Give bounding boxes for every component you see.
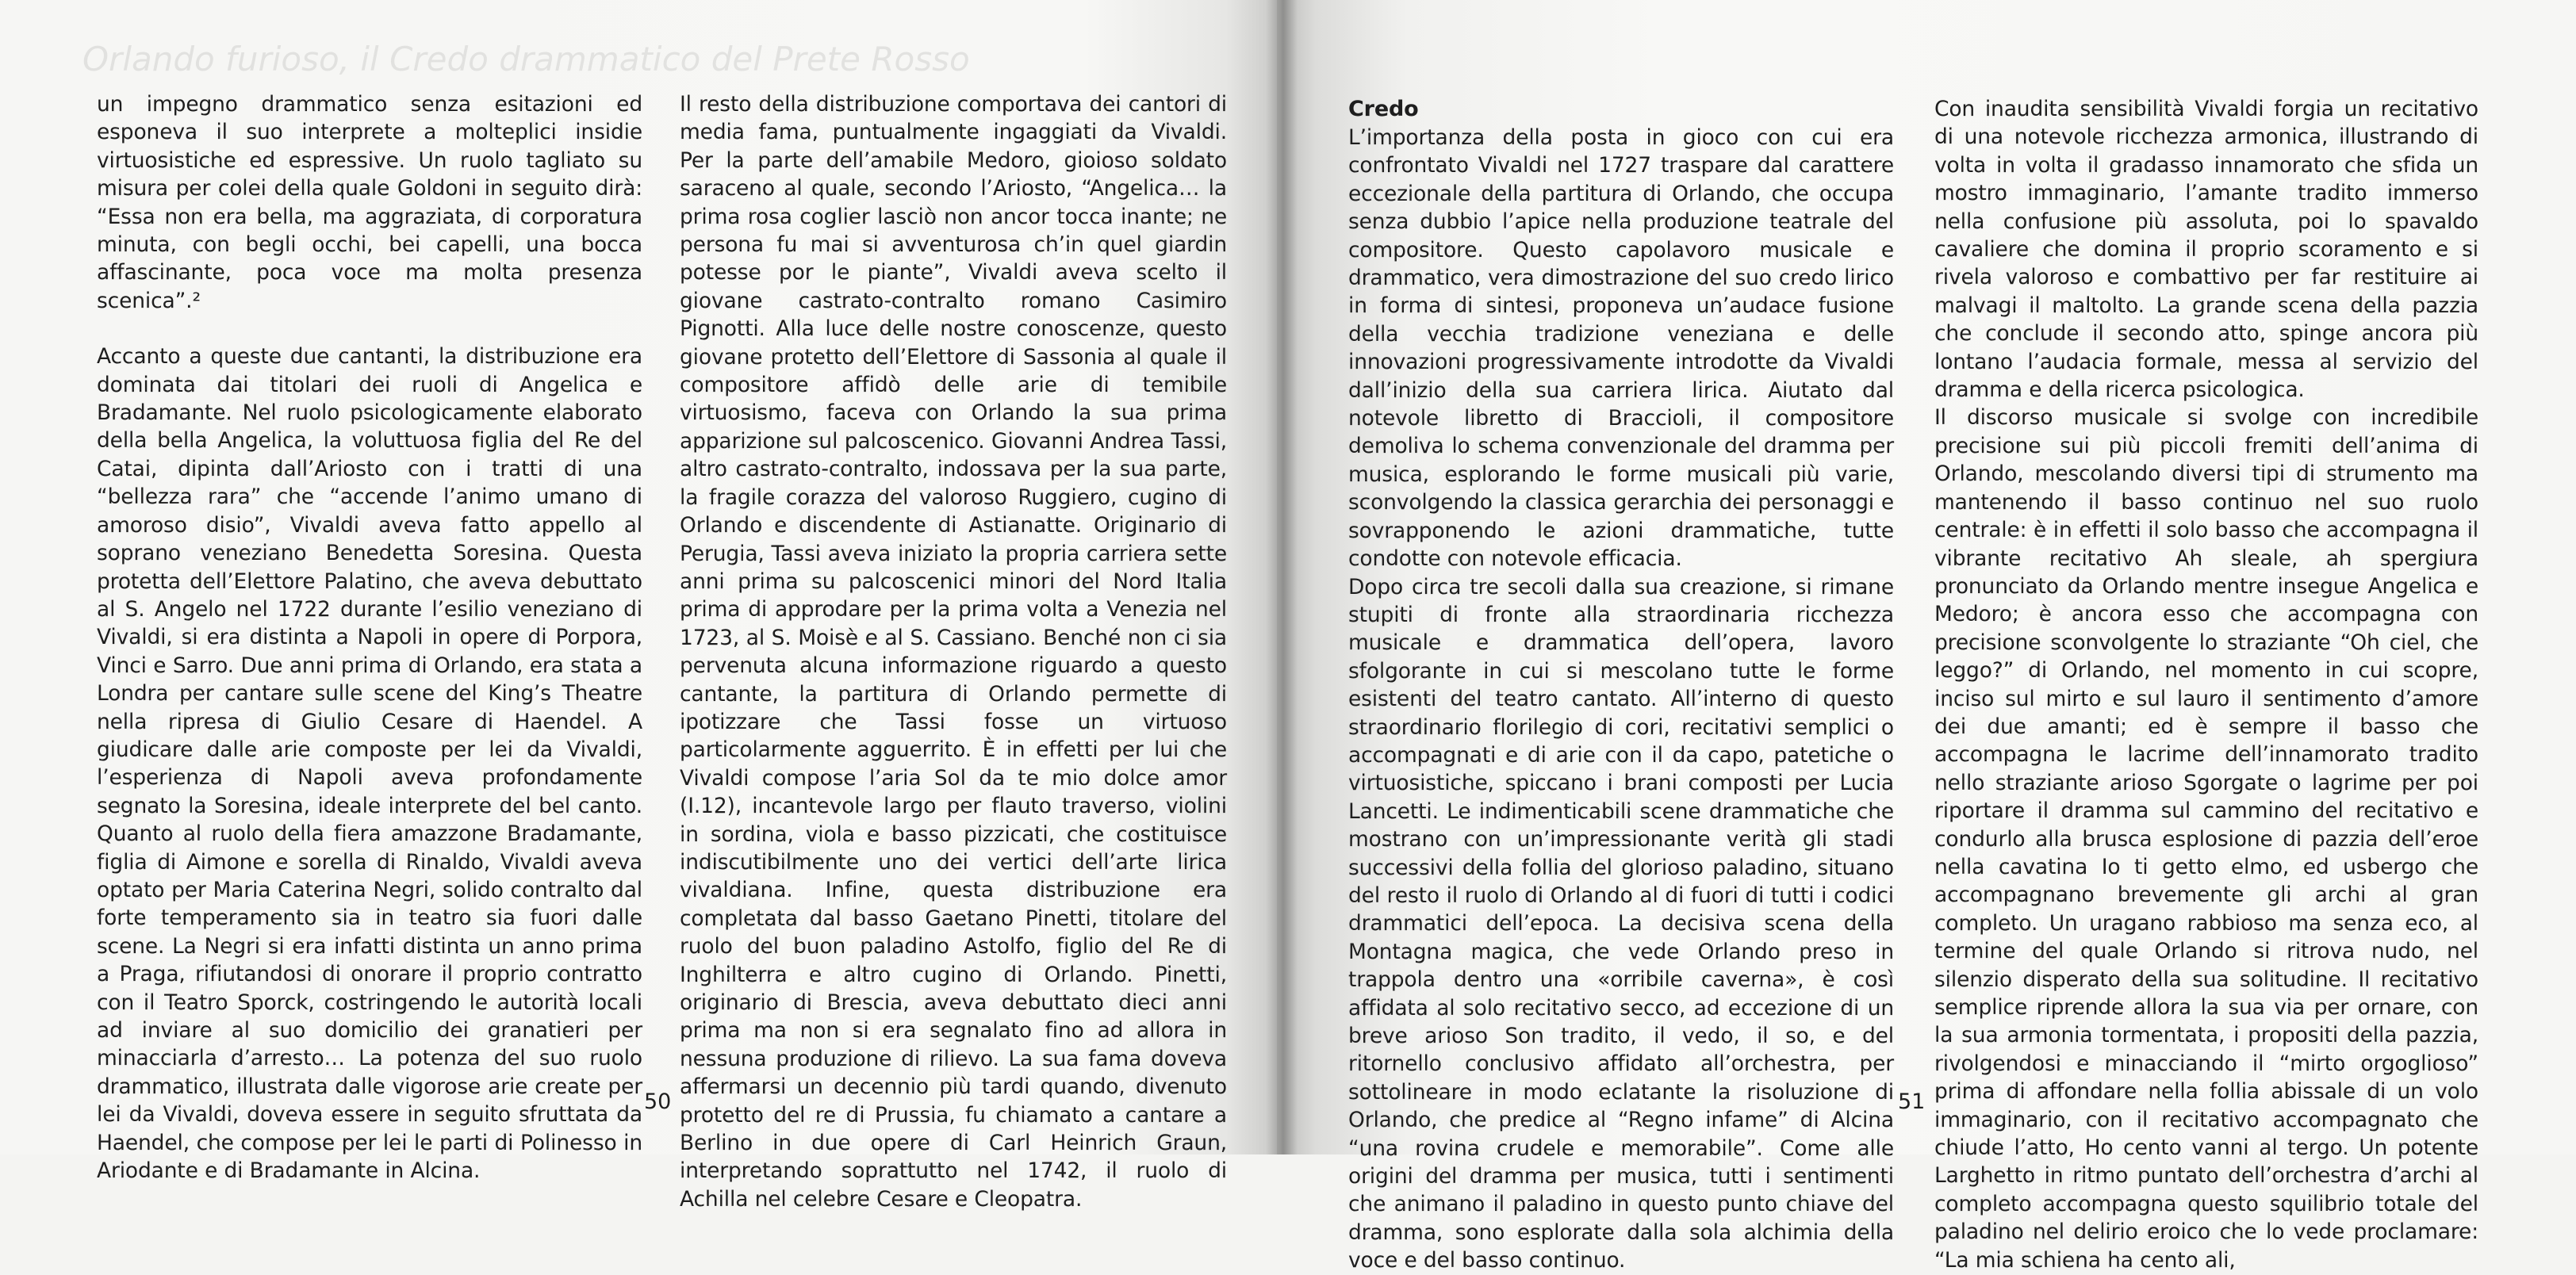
section-heading: Credo [1348,97,1419,121]
running-title-showthrough: Orlando furioso, il Credo drammatico del Prete Rosso [82,40,970,78]
paragraph: Dopo circa tre secoli dalla sua creazione, si rimane stupiti di fronte alla straordinaria ricchezza musicale e drammatica dell’opera, lavoro sfolgorante in cui si mescolano tutte le forme esistenti del teatro cantato. All’interno di questo straordinario florilegio di cori, recitativi semplici o accompagnati e di arie con il da capo, patetiche o virtuosistiche, spiccano i brani composti per Lucia Lancetti. Le indimenticabili scene drammatiche che mostrano con un’impressionante verità gli stadi successivi della follia del glorioso paladino, situano del resto il ruolo di Orlando al di fuori di tutti i codici drammatici dell’epoca. La decisiva scena della Montagna magica, che vede Orlando preso in trappola dentro una «orribile caverna», è così affidata al solo recitativo secco, ad eccezione di un breve arioso Son tradito, il vedo, il so, e del ritornello conclusivo affidato all’orchestra, per sottolineare in modo eclatante la risoluzione di Orlando, che predice al “Regno infame” di Alcina “una rovina crudele e memorabile”. Come alle origini del dramma per musica, tutti i sentimenti che animano il paladino in questo punto chiave del dramma, sono esplorate dalla sola alchimia della voce e del basso continuo. [1348,574,1894,1273]
page-number-right: 51 [1898,1089,1926,1114]
right-column-2 [1934,95,2478,1274]
paragraph: Il resto della distribuzione comportava dei cantori di media fama, puntualmente ingaggiati da Vivaldi. Per la parte dell’amabile Medoro, gioioso soldato saraceno al quale, secondo l’Ariosto, “Angelica… la prima rosa coglier lasciò non ancor tocca inante; ne persona fu mai si avventurosa ch’in quel giardin potesse por le piante”, Vivaldi aveva scelto il giovane castrato-contralto romano Casimiro Pignotti. Alla luce delle nostre conoscenze, questo giovane protetto dell’Elettore di Sassonia al quale il compositore affidò delle arie di temibile virtuosismo, faceva con Orlando la sua prima apparizione sul palcoscenico. Giovanni Andrea Tassi, altro castrato-contralto, indossava per la sua parte, la fragile corazza del valoroso Ruggiero, cugino di Orlando e discendente di Astianatte. Originario di Perugia, Tassi aveva iniziato la propria carriera sette anni prima su palcoscenici minori del Nord Italia prima di approdare per la prima volta a Venezia nel 1723, al S. Moisè e al S. Cassiano. Benché non ci sia pervenuta alcuna informazione riguardo a questo cantante, la partitura di Orlando permette di ipotizzare che Tassi fosse un virtuoso particolarmente agguerrito. È in effetti per lui che Vivaldi compose l’aria Sol da te mio dolce amor (I.12), incantevole largo per flauto traverso, violini in sordina, viola e basso pizzicati, che costituisce indiscutibilmente uno dei vertici dell’arte lirica vivaldiana. Infine, questa distribuzione era completata dal basso Gaetano Pinetti, titolare del ruolo del buon paladino Astolfo, figlio del Re di Inghilterra e altro cugino di Orlando. Pinetti, originario di Brescia, aveva debuttato dieci anni prima ma non si era segnalato fino ad allora in nessuna produzione di rilievo. La sua fama doveva affermarsi un decennio più tardi quando, divenuto protetto del re di Prussia, fu chiamato a cantare a Berlino in due opere di Carl Heinrich Graun, interpretando soprattutto nel 1742, il ruolo di Achilla nel celebre Cesare e Cleopatra. [680,92,1227,1212]
paragraph: Con inaudita sensibilità Vivaldi forgia un recitativo di una notevole ricchezza armonica, illustrando di volta in volta il gradasso innamorato che sfida un mostro immaginario, l’amante tradito immerso nella confusione più assoluta, poi lo spavaldo cavaliere che domina il proprio scoramento e si rivela valoroso e combattivo per far restituire ai malvagi il maltolto. La grande scena della pazzia che conclude il secondo atto, spinge ancora più lontano l’audacia formale, messa al servizio del dramma e della ricerca psicologica. [1934,97,2478,403]
paragraph: Accanto a queste due cantanti, la distribuzione era dominata dai titolari dei ruoli di Angelica e Bradamante. Nel ruolo psicologicamente elaborato della bella Angelica, la voluttuosa figlia del Re del Catai, dipinta dall’Ariosto con i tratti di una “bellezza rara” che “accende l’animo umano di amoroso disio”, Vivaldi aveva fatto appello al soprano veneziano Benedetta Soresina. Questa protetta dell’Elettore Palatino, che aveva debuttato al S. Angelo nel 1722 durante l’esilio veneziano di Vivaldi, si era distinta a Napoli in opere di Porpora, Vinci e Sarro. Due anni prima di Orlando, era stata a Londra per cantare sulle scene del King’s Theatre nella ripresa di Giulio Cesare di Haendel. A giudicare dalle arie composte per lei da Vivaldi, l’esperienza di Napoli aveva profondamente segnato la Soresina, ideale interprete del bel canto. Quanto al ruolo della fiera amazzone Bradamante, figlia di Aimone e sorella di Rinaldo, Vivaldi aveva optato per Maria Caterina Negri, solido contralto dal forte temperamento sia in teatro sia fuori dalle scene. La Negri si era infatti distinta un anno prima a Praga, rifiutandosi di onorare il proprio contratto con il Teatro Sporck, costringendo le autorità locali ad inviare al suo domicilio dei granatieri per minacciarla d’arresto… La potenza del suo ruolo drammatico, illustrata dalle vigorose arie create per lei da Vivaldi, doveva essere in seguito sfruttata da Haendel, che compose per lei le parti di Polinesso in Ariodante e di Bradamante in Alcina. [97,344,642,1184]
page-number-left: 50 [644,1089,672,1114]
paragraph: Il discorso musicale si svolge con incredibile precisione sui più piccoli fremiti dell’anima di Orlando, mescolando diversi tipi di strumento ma mantenendo il basso continuo nel suo ruolo centrale: è in effetti il solo basso che accompagna il vibrante recitativo Ah sleale, ah spergiura pronunciato da Orlando mentre insegue Angelica e Medoro; è ancora esso che accompagna con precisione sconvolgente lo straziante “Oh ciel, che leggo?” di Orlando, nel momento in cui scopre, inciso sul mirto e sul lauro il sentimento d’amore dei due amanti; ed è sempre il basso che accompagna le lacrime dell’innamorato tradito nello straziante arioso Sgorgate o lagrime per poi riportare il dramma sul cammino del recitativo e condurlo alla brusca esplosione di pazzia dell’eroe nella cavatina Io ti getto elmo, ed usbergo che accompagnano brevemente gli archi al gran completo. Un uragano rabbioso ma senza eco, al termine del quale Orlando si ritrova nudo, nel silenzio disperato della sua solitudine. Il recitativo semplice riprende allora la sua via per ornare, con la sua armonia tormentata, i propositi della pazzia, rivolgendosi e minacciando il “mirto orgoglioso” prima di affondare nella follia abissale di un volo immaginario, con il recitativo accompagnato che chiude l’atto, Ho cento vanni al tergo. Un potente Larghetto in ritmo puntato dell’orchestra d’archi al completo accompagna questo squilibrio totale del paladino nel delirio eroico che lo vede proclamare: “La mia schiena ha cento ali, [1934,405,2478,1273]
right-column-1 [1348,95,1894,1275]
paragraph: L’importanza della posta in gioco con cui era confrontato Vivaldi nel 1727 traspare dal carattere eccezionale della partitura di Orlando, che occupa senza dubbio l’apice nella produzione teatrale del compositore. Questo capolavoro musicale e drammatico, vera dimostrazione del suo credo lirico in forma di sintesi, proponeva un’audace fusione della vecchia tradizione veneziana e delle innovazioni progressivamente introdotte da Vivaldi dall’inizio della sua carriera lirica. Aiutato dal notevole libretto di Braccioli, il compositore demoliva lo schema convenzionale del dramma per musica, esplorando le forme musicali più varie, sconvolgendo la classica gerarchia dei personaggi e sovrapponendo le azioni drammatiche, tutte condotte con notevole efficacia. [1348,125,1894,572]
book-gutter [1266,0,1298,1154]
left-column-2 [680,90,1227,1213]
left-column-1 [97,90,642,1185]
paragraph: un impegno drammatico senza esitazioni ed esponeva il suo interprete a molteplici insidie virtuosistiche ed espressive. Un ruolo tagliato su misura per colei della quale Goldoni in seguito dirà: “Essa non era bella, ma aggraziata, di corporatura minuta, con begli occhi, bei capelli, una bocca affascinante, poca voce ma molta presenza scenica”.² [97,92,642,313]
